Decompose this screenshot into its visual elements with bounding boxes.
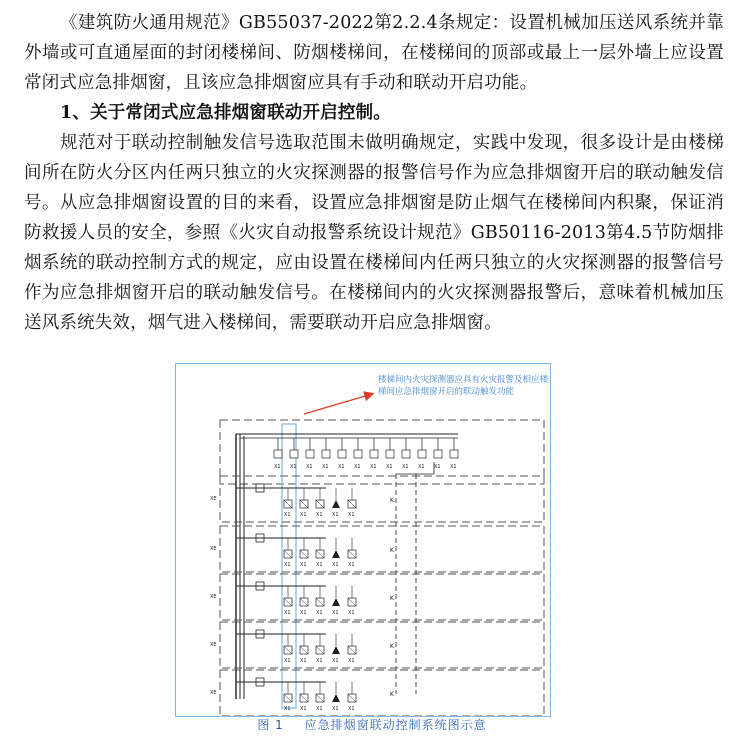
svg-text:X1: X1	[300, 706, 307, 712]
svg-text:X1: X1	[332, 658, 339, 664]
caption-number: 图 1	[257, 718, 284, 732]
top-device	[306, 438, 314, 470]
svg-text:X1: X1	[284, 562, 291, 568]
svg-text:X1: X1	[284, 706, 291, 712]
svg-text:X1: X1	[386, 464, 393, 470]
svg-text:X1: X1	[284, 610, 291, 616]
diagram-annotation: 楼梯间内火灾探测器应具有火灾报警及相应楼梯间应急排烟窗开启的联动触发功能	[378, 375, 549, 397]
top-device	[434, 438, 442, 470]
svg-text:X1: X1	[290, 464, 297, 470]
floor-row	[210, 670, 544, 716]
top-device	[418, 438, 426, 470]
top-device	[450, 438, 458, 470]
svg-text:X1: X1	[316, 512, 323, 518]
floor-tag: XE	[210, 546, 217, 552]
floor-row	[210, 476, 544, 522]
svg-text:K: K	[390, 691, 394, 698]
svg-text:X1: X1	[418, 464, 425, 470]
top-device	[370, 438, 378, 470]
floor-tag: XE	[210, 690, 217, 696]
paragraph-regulation: 《建筑防火通用规范》GB55037-2022第2.2.4条规定：设置机械加压送风系统并靠外墙或可直通屋面的封闭楼梯间、防烟楼梯间，在楼梯间的顶部或最上一层外墙上应设置常闭式应急排烟窗，且该应急排烟窗应具有手动和联动开启功能。	[24, 13, 724, 93]
svg-text:K: K	[390, 643, 394, 650]
svg-text:X1: X1	[332, 706, 339, 712]
svg-text:X1: X1	[370, 464, 377, 470]
svg-text:X1: X1	[300, 610, 307, 616]
top-device	[322, 438, 330, 470]
svg-text:X1: X1	[348, 512, 355, 518]
svg-text:X1: X1	[332, 512, 339, 518]
svg-text:X1: X1	[300, 512, 307, 518]
svg-text:K: K	[390, 595, 394, 602]
top-device	[290, 438, 298, 470]
svg-text:X1: X1	[284, 658, 291, 664]
floor-tag: XE	[210, 496, 217, 502]
top-floor-devices	[236, 434, 458, 470]
svg-text:X1: X1	[402, 464, 409, 470]
top-device	[386, 438, 394, 470]
svg-text:K: K	[390, 547, 394, 554]
section-heading: 1、关于常闭式应急排烟窗联动开启控制。	[60, 103, 391, 123]
floor-row	[210, 574, 544, 620]
floor-tag: XE	[210, 594, 217, 600]
svg-text:X1: X1	[450, 464, 457, 470]
floor-rows	[210, 476, 544, 716]
svg-text:X1: X1	[338, 464, 345, 470]
svg-text:X1: X1	[348, 610, 355, 616]
floor-tag: XE	[210, 642, 217, 648]
system-diagram	[176, 364, 550, 716]
svg-text:X1: X1	[332, 562, 339, 568]
svg-text:X1: X1	[284, 512, 291, 518]
floor-row	[210, 526, 544, 572]
svg-text:X1: X1	[300, 658, 307, 664]
svg-text:X1: X1	[322, 464, 329, 470]
svg-text:X1: X1	[274, 464, 281, 470]
top-device	[274, 438, 282, 470]
svg-text:X1: X1	[354, 464, 361, 470]
paragraph-analysis: 规范对于联动控制触发信号选取范围未做明确规定，实践中发现，很多设计是由楼梯间所在防火分区内任两只独立的火灾探测器的报警信号作为应急排烟窗开启的联动触发信号。从应急排烟窗设置的目的来看，设置应急排烟窗是防止烟气在楼梯间内积聚，保证消防救援人员的安全，参照《火灾自动报警系统设计规范》GB50116-2013第4.5节防烟排烟系统的联动控制方式的规定，应由设置在楼梯间内任两只独立的火灾探测器的报警信号作为应急排烟窗开启的联动触发信号。在楼梯间内的火灾探测器报警后，意味着机械加压送风系统失效，烟气进入楼梯间，需要联动开启应急排烟窗。	[24, 133, 724, 333]
svg-text:X1: X1	[434, 464, 441, 470]
svg-text:X1: X1	[348, 562, 355, 568]
svg-text:X1: X1	[316, 706, 323, 712]
svg-text:K: K	[390, 497, 394, 504]
svg-text:X1: X1	[316, 658, 323, 664]
caption-title: 应急排烟窗联动控制系统图示意	[304, 718, 487, 732]
svg-text:X1: X1	[332, 610, 339, 616]
svg-text:X1: X1	[316, 610, 323, 616]
svg-text:X1: X1	[300, 562, 307, 568]
top-device	[338, 438, 346, 470]
svg-text:X1: X1	[306, 464, 313, 470]
callout-arrow	[304, 394, 372, 414]
floor-row	[210, 622, 544, 668]
top-device	[354, 438, 362, 470]
svg-text:X1: X1	[348, 658, 355, 664]
system-diagram-figure	[175, 363, 551, 717]
top-device	[402, 438, 410, 470]
svg-text:X1: X1	[316, 562, 323, 568]
svg-text:X1: X1	[348, 706, 355, 712]
figure-caption	[0, 716, 744, 733]
